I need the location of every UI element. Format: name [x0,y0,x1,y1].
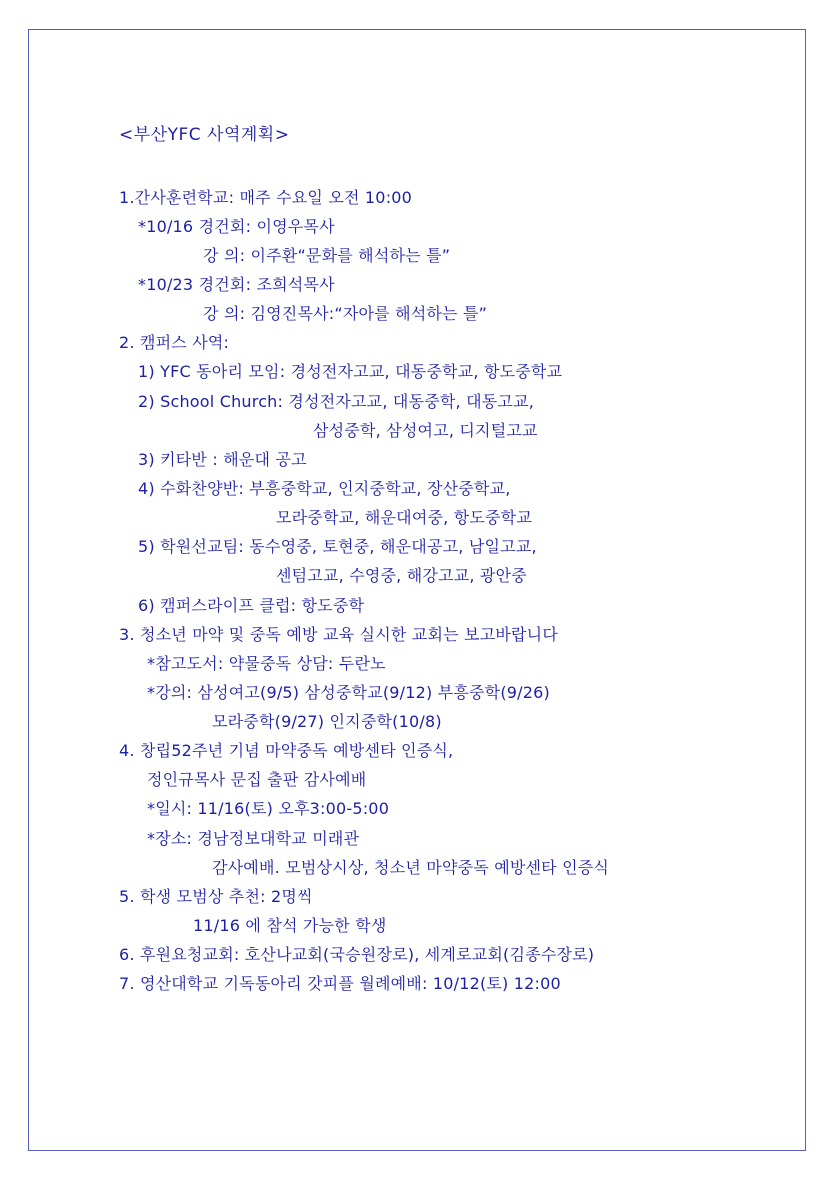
section-3-heading: 3. 청소년 마약 및 중독 예방 교육 실시한 교회는 보고바랍니다 [119,625,558,644]
document-title: <부산YFC 사역계획> [119,125,290,145]
list-item: 감사예배. 모범상시상, 청소년 마약중독 예방센타 인증식 [212,858,610,877]
list-item: 4) 수화찬양반: 부흥중학교, 인지중학교, 장산중학교, [138,479,511,498]
list-item: 모라중학교, 해운대여중, 항도중학교 [276,508,532,527]
list-item: 센텀고교, 수영중, 해강고교, 광안중 [276,566,527,585]
section-7-heading: 7. 영산대학교 기독동아리 갓피플 월례예배: 10/12(토) 12:00 [119,974,561,993]
list-item: *참고도서: 약물중독 상담: 두란노 [147,654,386,673]
section-1-heading: 1.간사훈련학교: 매주 수요일 오전 10:00 [119,188,413,207]
section-4-heading: 4. 창립52주년 기념 마약중독 예방센타 인증식, [119,741,454,760]
list-item: 강 의: 이주환“문화를 해석하는 틀” [203,246,451,265]
list-item: *10/23 경건회: 조희석목사 [138,275,335,294]
list-item: 모라중학(9/27) 인지중학(10/8) [212,712,442,731]
list-item: 5) 학원선교팀: 동수영중, 토현중, 해운대공고, 남일고교, [138,537,537,556]
list-item: *강의: 삼성여고(9/5) 삼성중학교(9/12) 부흥중학(9/26) [147,683,550,702]
list-item: 2) School Church: 경성전자고교, 대동중학, 대동고교, [138,392,535,411]
list-item: 강 의: 김영진목사:“자아를 해석하는 틀” [203,304,488,323]
list-item: *10/16 경건회: 이영우목사 [138,217,335,236]
list-item: 6) 캠퍼스라이프 클럽: 항도중학 [138,596,365,615]
list-item: 삼성중학, 삼성여고, 디지털고교 [313,421,538,440]
list-item: *장소: 경남정보대학교 미래관 [147,829,360,848]
list-item: 11/16 에 참석 가능한 학생 [193,916,387,935]
list-item: *일시: 11/16(토) 오후3:00-5:00 [147,799,390,818]
list-item: 정인규목사 문집 출판 감사예배 [147,770,367,789]
list-item: 3) 키타반 : 해운대 공고 [138,450,307,469]
list-item: 1) YFC 동아리 모임: 경성전자고교, 대동중학교, 항도중학교 [138,362,563,381]
section-5-heading: 5. 학생 모범상 추천: 2명씩 [119,887,313,906]
section-6-heading: 6. 후원요청교회: 호산나교회(국승원장로), 세계로교회(김종수장로) [119,945,595,964]
section-2-heading: 2. 캠퍼스 사역: [119,333,230,352]
